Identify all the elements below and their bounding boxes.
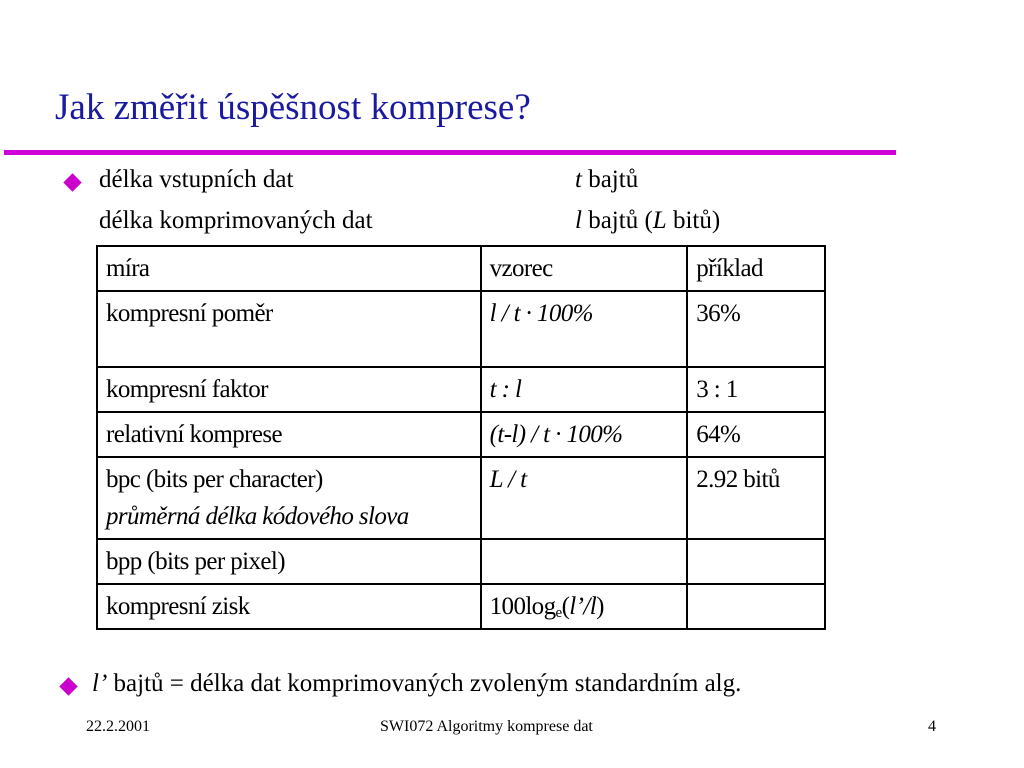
cell-formula: l / t · 100% bbox=[481, 291, 688, 367]
header-measure: míra bbox=[97, 246, 481, 291]
measure-italic: průměrná délka kódového slova bbox=[106, 503, 409, 530]
cell-measure: relativní komprese bbox=[97, 412, 481, 457]
input-length-value bbox=[575, 166, 638, 194]
unit-bytes-open: bajtů ( bbox=[581, 207, 653, 234]
table-row bbox=[97, 412, 825, 457]
var-l-prime: l’ bbox=[92, 670, 108, 697]
footer-date: 22.2.2001 bbox=[86, 718, 150, 735]
header-example: příklad bbox=[687, 246, 825, 291]
formula-open: ( bbox=[561, 593, 570, 620]
cell-example bbox=[687, 539, 825, 584]
cell-measure bbox=[97, 457, 481, 539]
cell-example bbox=[687, 584, 825, 629]
var-L: L bbox=[652, 207, 667, 234]
formula-subscript: e bbox=[555, 605, 562, 621]
compression-measures-table bbox=[96, 245, 826, 630]
table-row bbox=[97, 457, 825, 539]
input-length-label: délka vstupních dat bbox=[99, 166, 294, 193]
diamond-bullet-icon bbox=[59, 677, 77, 695]
table-header-row bbox=[97, 246, 825, 291]
cell-example: 2.92 bitů bbox=[687, 457, 825, 539]
diamond-bullet-icon bbox=[63, 173, 81, 191]
unit-bits: bitů) bbox=[666, 207, 721, 234]
formula-prefix: 100log bbox=[489, 593, 556, 620]
cell-measure: bpp (bits per pixel) bbox=[97, 539, 481, 584]
cell-example: 36% bbox=[687, 291, 825, 367]
var-t: t bbox=[575, 166, 582, 193]
slide-title: Jak změřit úspěšnost komprese? bbox=[55, 87, 531, 128]
cell-measure: kompresní zisk bbox=[97, 584, 481, 629]
cell-example: 3 : 1 bbox=[687, 367, 825, 412]
table-row bbox=[97, 584, 825, 629]
cell-formula bbox=[481, 584, 688, 629]
cell-formula: L / t bbox=[481, 457, 688, 539]
cell-measure: kompresní faktor bbox=[97, 367, 481, 412]
title-divider bbox=[4, 150, 896, 155]
compressed-length-value bbox=[575, 207, 720, 235]
table-row bbox=[97, 539, 825, 584]
cell-measure: kompresní poměr bbox=[97, 291, 481, 367]
cell-formula: (t-l) / t · 100% bbox=[481, 412, 688, 457]
measure-main: bpc (bits per character) bbox=[106, 466, 323, 493]
footer-page-number: 4 bbox=[928, 718, 936, 735]
header-formula: vzorec bbox=[481, 246, 688, 291]
footer-course: SWI072 Algoritmy komprese dat bbox=[380, 718, 593, 735]
table-row bbox=[97, 367, 825, 412]
var-l: l bbox=[575, 207, 582, 234]
bullet2-text bbox=[92, 670, 741, 698]
unit-bytes: bajtů bbox=[581, 166, 639, 193]
compressed-length-label: délka komprimovaných dat bbox=[99, 207, 373, 234]
bullet2-body: bajtů = délka dat komprimovaných zvoleným standardním alg. bbox=[107, 670, 742, 697]
cell-example: 64% bbox=[687, 412, 825, 457]
formula-var: l’/l bbox=[569, 593, 597, 620]
cell-formula: t : l bbox=[481, 367, 688, 412]
cell-formula bbox=[481, 539, 688, 584]
formula-close: ) bbox=[596, 593, 604, 620]
table-row bbox=[97, 291, 825, 367]
